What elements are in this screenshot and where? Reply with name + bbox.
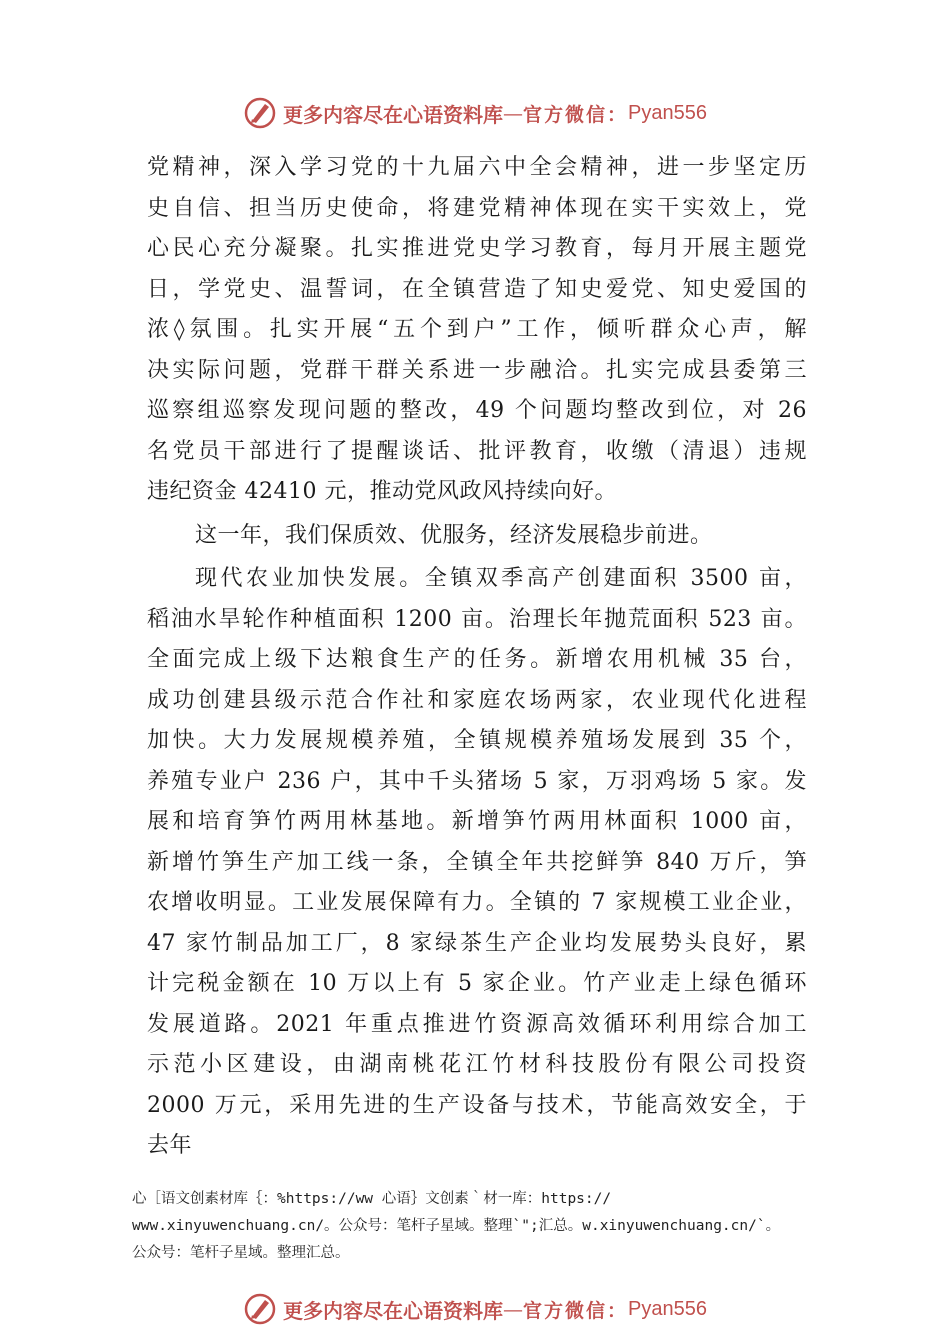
banner-dash: — [503,1297,523,1321]
text-line: 养殖专业户 236 户，其中千头猪场 5 家，万羽鸡场 5 家。发 [147,768,807,794]
text-line: 巡察组巡察发现问题的整改，49 个问题均整改到位，对 26 [147,398,807,423]
text-line: 现代农业加快发展。全镇双季高产创建面积 3500 亩， [195,566,807,591]
text-line: 这一年，我们保质效、优服务，经济发展稳步前进。 [195,522,713,548]
document-body [147,148,807,1167]
text-line: 加快。大力发展规模养殖，全镇规模养殖场发展到 35 个， [147,728,807,753]
banner-wechat-id: Pyan556 [628,1297,707,1320]
text-line: 史自信、担当历史使命，将建党精神体现在实干实效上，党 [147,195,807,221]
text-line: 示范小区建设，由湖南桃花江竹材科技股份有限公司投资 [147,1052,807,1077]
banner-official-label: 官方微信： [523,1299,629,1322]
footer-note [132,1186,844,1267]
text-line: 去年 [147,1133,193,1158]
text-line: 浓◊氛围。扎实开展“五个到户”工作，倾听群众心声，解 [147,317,807,342]
text-line: 47 家竹制品加工厂，8 家绿茶生产企业均发展势头良好，累 [147,930,807,956]
footer-line: www.xinyuwenchuang.cn/。公众号：笔杆子星域。整理`";汇总。w.xinyuwenchuang.cn/`。 [132,1218,781,1234]
footer-line: 公众号：笔杆子星域。整理汇总。 [132,1245,350,1261]
text-line: 违纪资金 42410 元，推动党风政风持续向好。 [147,479,617,504]
header-banner [0,93,950,133]
text-line: 稻油水旱轮作种植面积 1200 亩。治理长年抛荒面积 523 亩。 [147,606,807,632]
banner-brand-text: 更多内容尽在心语资料库 [283,1298,503,1323]
text-line: 心民心充分凝聚。扎实推进党史学习教育，每月开展主题党 [147,236,807,261]
text-line: 新增竹笋生产加工线一条，全镇全年共挖鲜笋 840 万斤，笋 [147,849,807,875]
text-line: 名党员干部进行了提醒谈话、批评教育，收缴（清退）违规 [147,438,807,464]
brand-logo-icon [243,96,277,130]
brand-logo-icon [243,1292,277,1326]
banner-official-label: 官方微信： [523,103,629,126]
footer-line: 心［语文创素材库｛：%https://ww 心语｝文创素｀材一库：https:// [132,1191,612,1207]
text-line: 党精神，深入学习党的十九届六中全会精神，进一步坚定历 [147,155,807,180]
text-line: 2000 万元，采用先进的生产设备与技术，节能高效安全，于 [147,1092,807,1118]
banner-brand-text: 更多内容尽在心语资料库 [283,102,503,127]
text-line: 日，学党史、温誓词，在全镇营造了知史爱党、知史爱国的 [147,276,807,302]
text-line: 农增收明显。工业发展保障有力。全镇的 7 家规模工业企业， [147,890,807,915]
text-line: 全面完成上级下达粮食生产的任务。新增农用机械 35 台， [147,647,807,672]
text-line: 成功创建县级示范合作社和家庭农场两家，农业现代化进程 [147,687,807,713]
banner-dash: — [503,101,523,125]
text-line: 发展道路。2021 年重点推进竹资源高效循环利用综合加工 [147,1011,807,1037]
text-line: 计完税金额在 10 万以上有 5 家企业。竹产业走上绿色循环 [147,971,807,996]
banner-wechat-id: Pyan556 [628,101,707,124]
text-line: 展和培育笋竹两用林基地。新增笋竹两用林面积 1000 亩， [147,809,807,834]
text-line: 决实际问题，党群干群关系进一步融洽。扎实完成县委第三 [147,357,807,383]
footer-banner [0,1289,950,1329]
